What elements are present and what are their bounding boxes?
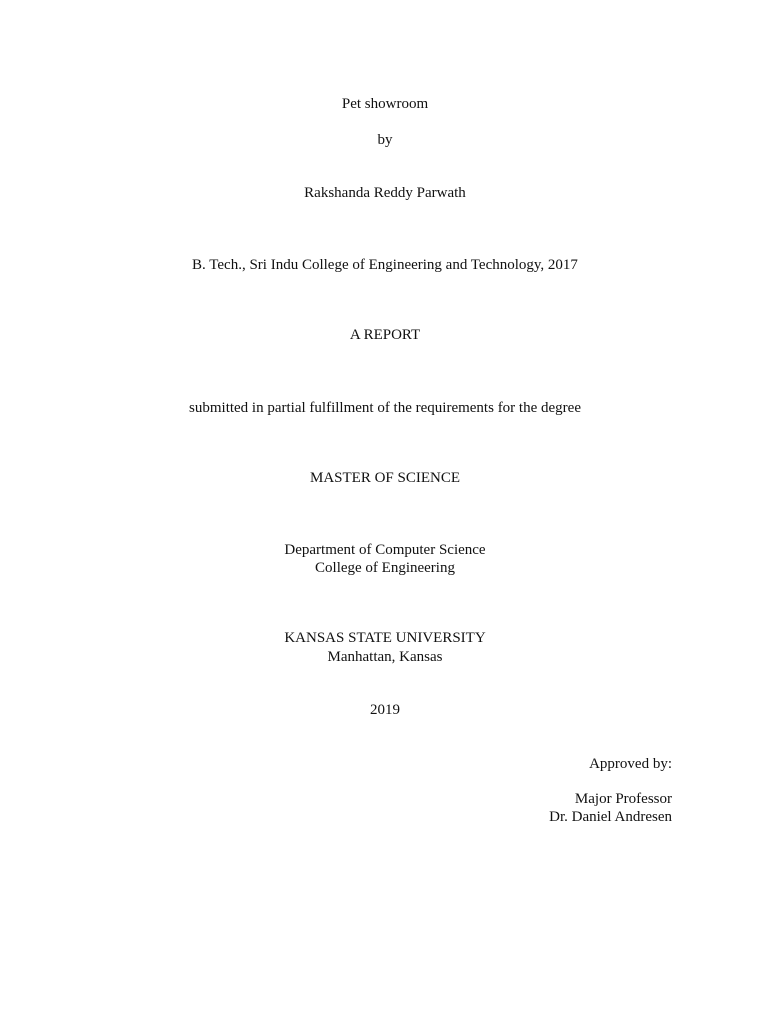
prior-degree: B. Tech., Sri Indu College of Engineering and Technology, 2017 — [192, 257, 578, 273]
university-location: Manhattan, Kansas — [327, 649, 443, 665]
university-name: KANSAS STATE UNIVERSITY — [284, 630, 486, 646]
degree-name: MASTER OF SCIENCE — [309, 470, 461, 486]
report-label: A REPORT — [349, 327, 421, 343]
submission-statement: submitted in partial fulfillment of the requirements for the degree — [189, 400, 581, 416]
department-name: Department of Computer Science — [284, 542, 486, 558]
college-name: College of Engineering — [315, 560, 455, 576]
author-name: Rakshanda Reddy Parwath — [304, 185, 466, 201]
approver-name: Dr. Daniel Andresen — [549, 809, 672, 825]
approved-by-label: Approved by: — [589, 756, 672, 772]
submission-year: 2019 — [370, 702, 400, 718]
approver-role: Major Professor — [574, 791, 672, 807]
by-label: by — [377, 132, 393, 148]
report-title: Pet showroom — [341, 96, 429, 112]
